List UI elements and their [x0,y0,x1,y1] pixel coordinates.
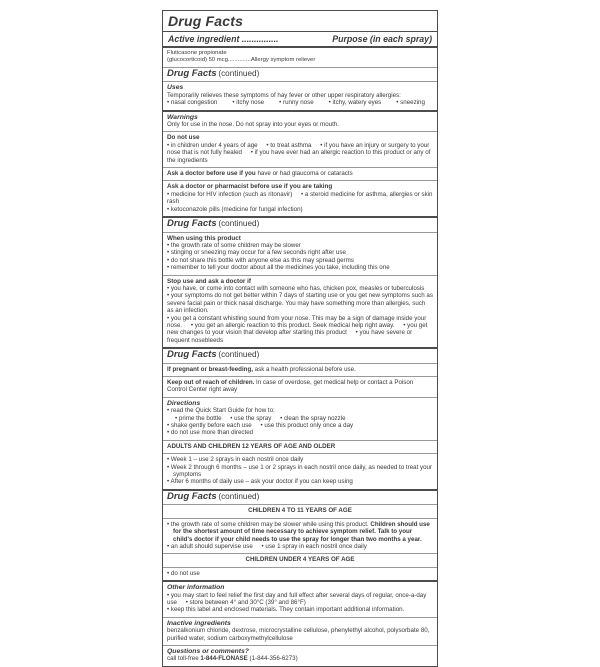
stop-use-section [163,275,437,348]
drug-facts-continued-header: Drug Facts (continued) [167,490,260,502]
directions-read-guide: • read the Quick Start Guide for how to: [167,407,433,414]
directions-row2: • shake gently before each use • use this product only once a day [167,422,433,429]
ingredient-name: Fluticasone propionate [167,50,227,56]
panel-when-using [163,216,437,347]
adults-12-plus-heading: ADULTS AND CHILDREN 12 YEARS OF AGE AND OLDER [163,440,437,453]
questions-section [163,645,437,666]
other-information-heading: Other information [167,584,225,592]
when-using-section: When using this product • the growth rate of some children may be slower • stinging or sneezing may occur for a few seconds right after use • do not share this bottle with anyone else as this may spread germs • remember to tell your doctor about all the medicines you take, including this one [163,232,437,275]
purpose-header: Purpose (in each spray) [332,34,432,44]
children-under-4-heading: CHILDREN UNDER 4 YEARS OF AGE [163,553,437,566]
questions-phone-line: call toll-free 1-844-FLONASE (1-844-356-6273) [167,655,298,663]
drug-facts-continued-header: Drug Facts (continued) [163,67,437,81]
when-using-heading: When using this product [167,234,241,242]
children-4-11-heading: CHILDREN 4 TO 11 YEARS OF AGE [163,504,437,517]
inactive-ingredients-list: benzalkonium chloride, dextrose, microcrystalline cellulose, phenylethyl alcohol, polysorbate 80, purified water, sodium carboxymethylcellulose [167,627,430,642]
children-4-11-bullets: • the growth rate of some children may be slower while using this product. Children should use for the shortest amount of time necessary to achieve symptom relief. Talk to your child's doctor if your child needs to use the spray for longer than two months a year. • an adult should supervise use • use 1 spray in each nostril once daily [163,518,437,554]
directions-guide-bullets: • prime the bottle • use the spray • clean the spray nozzle [167,415,433,422]
ask-doctor-line: Ask a doctor before use if you have or had glaucoma or cataracts [167,170,353,178]
ask-pharmacist-bullets: • medicine for HIV infection (such as ritonavir) • a steroid medicine for asthma, allergies or skin rash [167,191,433,206]
questions-heading: Questions or comments? [167,647,249,655]
do-not-use-bullets: • in children under 4 years of age • to treat asthma • if you have an injury or surgery to your nose that is not fully healed • if you have ever had an allergic reaction to this product or any of the ingredients [167,142,433,164]
uses-intro: Temporarily relieves these symptoms of hay fever or other upper respiratory allergies: [167,91,401,99]
drug-facts-continued-header: Drug Facts (continued) [167,218,260,230]
uses-bullet-row: • nasal congestion • itchy nose • runny nose • itchy, watery eyes • sneezing [167,99,433,106]
keep-out-of-reach-section: Keep out of reach of children. In case of overdose, get medical help or contact a Poison Control Center right away [163,376,437,397]
warnings-heading: Warnings [167,113,198,121]
active-ingredient-header-row [163,32,437,48]
phone-number: 1-844-FLONASE [200,655,248,663]
pregnant-section: If pregnant or breast-feeding, ask a health professional before use. [163,363,437,376]
panel-other-information [163,580,437,666]
drug-facts-continued-header: Drug Facts (continued) [167,349,260,361]
uses-section [163,81,437,109]
drug-facts-label [162,10,438,667]
inactive-ingredients-section [163,617,437,645]
directions-heading: Directions [167,399,201,407]
ask-pharmacist-last-bullet: • ketoconazole pills (medicine for fungal infection) [167,206,433,213]
ask-pharmacist-heading: Ask a doctor or pharmacist before use if you are taking [167,183,333,191]
panel-children-dosing [163,489,437,580]
panel-warnings [163,110,437,216]
other-information-section: Other information • you may start to feel relief the first day and full effect after several days of regular, once-a-day use • store between 4° and 30°C (39° and 86°F) • keep this label and enclosed materials. They contain important additional information. [163,582,437,617]
active-ingredient-header: Active ingredient ............... [168,34,279,44]
active-ingredient-entry [163,48,437,67]
stop-use-bullets-group1: • you have, or come into contact with someone who has, chicken pox, measles or tuberculosis • your symptoms do not get better within 7 days of starting use or you get new symptoms such as severe facial pain or thick nasal discharge. You may have something more than allergies, such as an infection. [167,285,433,315]
other-information-bullets-row: • you may start to feel relief the first day and full effect after several days of regular, once-a-day use • store between 4° and 30°C (39° and 86°F) [167,592,433,607]
panel-active-ingredient [163,11,437,110]
ingredient-purpose: Allergy symptom reliever [250,57,316,63]
ask-pharmacist-section [163,180,437,216]
uses-heading: Uses [167,84,184,92]
do-not-use-heading: Do not use [167,134,200,142]
directions-section [163,397,437,440]
warnings-section [163,112,437,132]
do-not-use-section [163,131,437,167]
stop-use-heading: Stop use and ask a doctor if [167,277,251,285]
warnings-body: Only for use in the nose. Do not spray into your eyes or mouth. [167,121,339,129]
adults-12-plus-bullets: • Week 1 – use 2 sprays in each nostril once daily • Week 2 through 6 months – use 1 or 2 sprays in each nostril once daily, as needed to treat your symptoms • After 6 months of daily use – ask your doctor if you can keep using [163,453,437,489]
panel-directions [163,347,437,489]
ingredient-dose-row: (glucocorticoid) 50 mcg..............Allergy symptom reliever [167,57,316,63]
children-under-4-bullet: • do not use [163,567,437,580]
stop-use-bullets-group2: • you get a constant whistling sound from your nose. This may be a sign of damage inside your nose. • you get an allergic reaction to this product. Seek medical help right away. • you get new changes to your vision that develop after starting this product • you have severe or frequent nosebleeds [167,315,433,345]
directions-row3: • do not use more than directed [167,429,433,436]
inactive-ingredients-heading: Inactive ingredients [167,619,231,627]
drug-facts-title: Drug Facts [163,11,437,32]
ask-doctor-section [163,167,437,180]
